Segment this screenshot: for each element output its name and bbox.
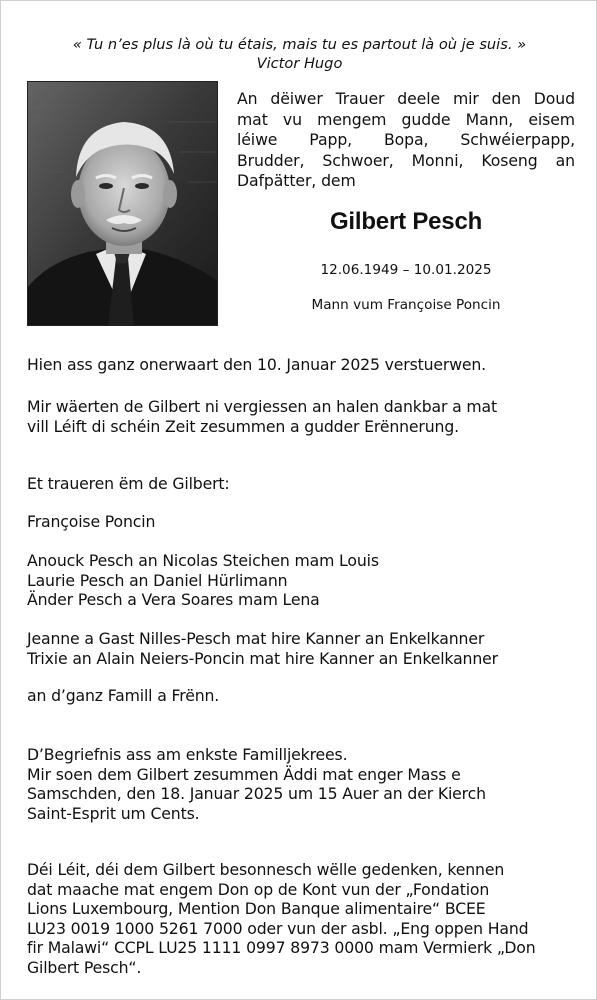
sibling-line: Jeanne a Gast Nilles-Pesch mat hire Kanner an Enkelkanner [27,629,485,648]
funeral-paragraph [27,745,572,823]
child-line: Anouck Pesch an Nicolas Steichen mam Louis [27,551,379,570]
child-line: Änder Pesch a Vera Soares mam Lena [27,590,320,609]
donation-line: Gilbert Pesch“. [27,957,142,977]
children-list [27,551,572,610]
family-line-text: an d’ganz Famill a Frënn. [27,686,220,705]
memory-line: Mir wäerten de Gilbert ni vergiessen an halen dankbar a mat [27,397,498,416]
epigraph-quote [1,35,597,73]
intro-text [237,89,575,192]
siblings-list [27,629,572,668]
intro-line: léiwe Papp, Bopa, Schwéierpapp, [237,130,575,149]
funeral-line: Samschden, den 18. Januar 2025 um 15 Auer an der Kierch [27,784,486,803]
intro-line: mat vu mengem gudde Mann, eisem [237,109,575,129]
deceased-name: Gilbert Pesch [329,208,483,235]
portrait-photo [27,81,218,326]
donation-line: Lions Luxembourg, Mention Don Banque alimentaire“ BCEE [27,899,486,918]
memory-line: vill Léift di schéin Zeit zesummen a gudder Erënnerung. [27,416,459,436]
donation-line: LU23 0019 1000 5261 7000 oder vun der asbl. „Eng oppen Hand [27,918,529,938]
intro-line: An dëiwer Trauer deele mir den Doud [237,89,575,108]
spouse-line: Mann vum Françoise Poncin [311,297,501,313]
donation-line: dat maache mat engem Don op de Kont vun der „Fondation [27,879,490,899]
donation-line: fir Malawi“ CCPL LU25 1111 0997 8973 0000 mam Vermierk „Don [27,938,536,957]
announcement-text [27,355,572,375]
sibling-line: Trixie an Alain Neiers-Poncin mat hire Kanner an Enkelkanner [27,648,498,668]
spouse-name: Françoise Poncin [27,512,156,531]
funeral-line: Mir soen dem Gilbert zesummen Äddi mat enger Mass e [27,764,461,784]
donation-paragraph [27,860,572,977]
mourners-heading-text: Et traueren ëm de Gilbert: [27,474,230,493]
intro-line: Dafpätter, dem [237,171,356,190]
funeral-line: Saint-Esprit um Cents. [27,803,200,823]
child-line: Laurie Pesch an Daniel Hürlimann [27,570,288,590]
family-line [27,686,572,706]
intro-line: Brudder, Schwoer, Monni, Koseng an [237,150,575,170]
mourners-heading [27,474,572,494]
quote-author: Victor Hugo [256,55,343,72]
spouse-mourner [27,512,572,532]
donation-line: Déi Léit, déi dem Gilbert besonnesch wëlle gedenken, kennen [27,860,505,879]
life-dates: 12.06.1949 – 10.01.2025 [320,262,492,278]
quote-text: « Tu n’es plus là où tu étais, mais tu es partout là où je suis. » [72,36,527,53]
funeral-line: D’Begriefnis ass am enkste Familljekrees. [27,745,348,764]
portrait-image [28,82,218,326]
memory-paragraph [27,397,572,436]
announcement-line: Hien ass ganz onerwaart den 10. Januar 2025 verstuerwen. [27,355,487,374]
